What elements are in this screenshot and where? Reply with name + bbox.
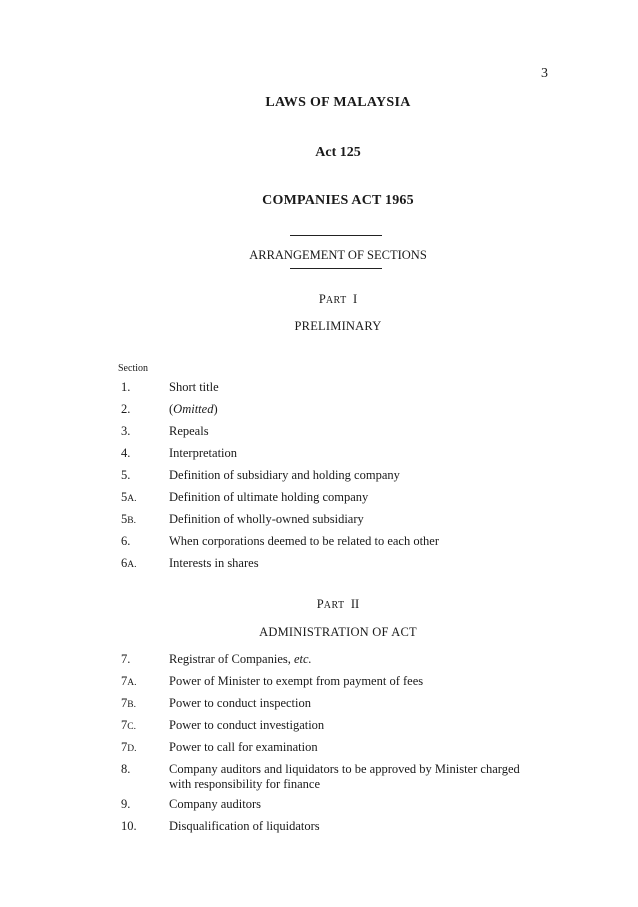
section-title: Power to conduct inspection: [169, 696, 311, 710]
section-number: 7.: [121, 652, 131, 666]
part-label-rest: ART: [323, 600, 345, 611]
section-number: 2.: [121, 402, 131, 416]
section-title: Interpretation: [169, 446, 238, 460]
part-label: [0, 597, 638, 612]
divider-top: [290, 235, 382, 236]
act-number: Act 125: [315, 145, 361, 160]
section-number: 6.: [121, 534, 131, 548]
section-title: Definition of ultimate holding company: [169, 490, 369, 504]
part-numeral: I: [352, 292, 358, 306]
section-title: Definition of subsidiary and holding company: [169, 468, 400, 482]
section-number: 5.: [121, 468, 131, 482]
part-label: [0, 292, 638, 307]
part-title: ADMINISTRATION OF ACT: [259, 625, 417, 639]
section-number: 6A.: [121, 556, 137, 570]
section-title: Company auditors and liquidators to be approved by Minister charged with responsibility for finance: [169, 762, 520, 791]
part-label-rest: ART: [325, 295, 347, 306]
section-number: 8.: [121, 762, 131, 776]
arrangement-heading: ARRANGEMENT OF SECTIONS: [249, 248, 427, 262]
section-title: When corporations deemed to be related to each other: [169, 534, 440, 548]
section-number: 7C.: [121, 718, 136, 732]
section-title: Short title: [169, 380, 219, 394]
section-number: 3.: [121, 424, 131, 438]
section-column-heading: Section: [118, 363, 148, 374]
divider-bottom: [290, 268, 382, 269]
section-number: 1.: [121, 380, 131, 394]
section-title: Disqualification of liquidators: [169, 819, 320, 833]
section-title: Registrar of Companies, etc.: [169, 652, 312, 666]
section-number: 7A.: [121, 674, 137, 688]
part-title: PRELIMINARY: [294, 319, 382, 333]
part-label-initial: P: [316, 597, 324, 611]
section-title: Repeals: [169, 424, 209, 438]
section-title: Power to conduct investigation: [169, 718, 325, 732]
section-title: Company auditors: [169, 797, 262, 811]
law-title: LAWS OF MALAYSIA: [265, 95, 411, 110]
section-number: 5B.: [121, 512, 136, 526]
section-title: (Omitted): [169, 402, 218, 416]
part-numeral: II: [350, 597, 360, 611]
page-number: 3: [541, 66, 548, 81]
act-name: COMPANIES ACT 1965: [262, 193, 414, 208]
section-title: Definition of wholly-owned subsidiary: [169, 512, 364, 526]
part-label-initial: P: [318, 292, 326, 306]
section-title: Interests in shares: [169, 556, 259, 570]
section-title: Power to call for examination: [169, 740, 318, 754]
section-number: 9.: [121, 797, 131, 811]
section-number: 4.: [121, 446, 131, 460]
section-number: 7D.: [121, 740, 137, 754]
section-title: Power of Minister to exempt from payment of fees: [169, 674, 424, 688]
section-number: 5A.: [121, 490, 137, 504]
section-number: 10.: [121, 819, 137, 833]
section-number: 7B.: [121, 696, 136, 710]
